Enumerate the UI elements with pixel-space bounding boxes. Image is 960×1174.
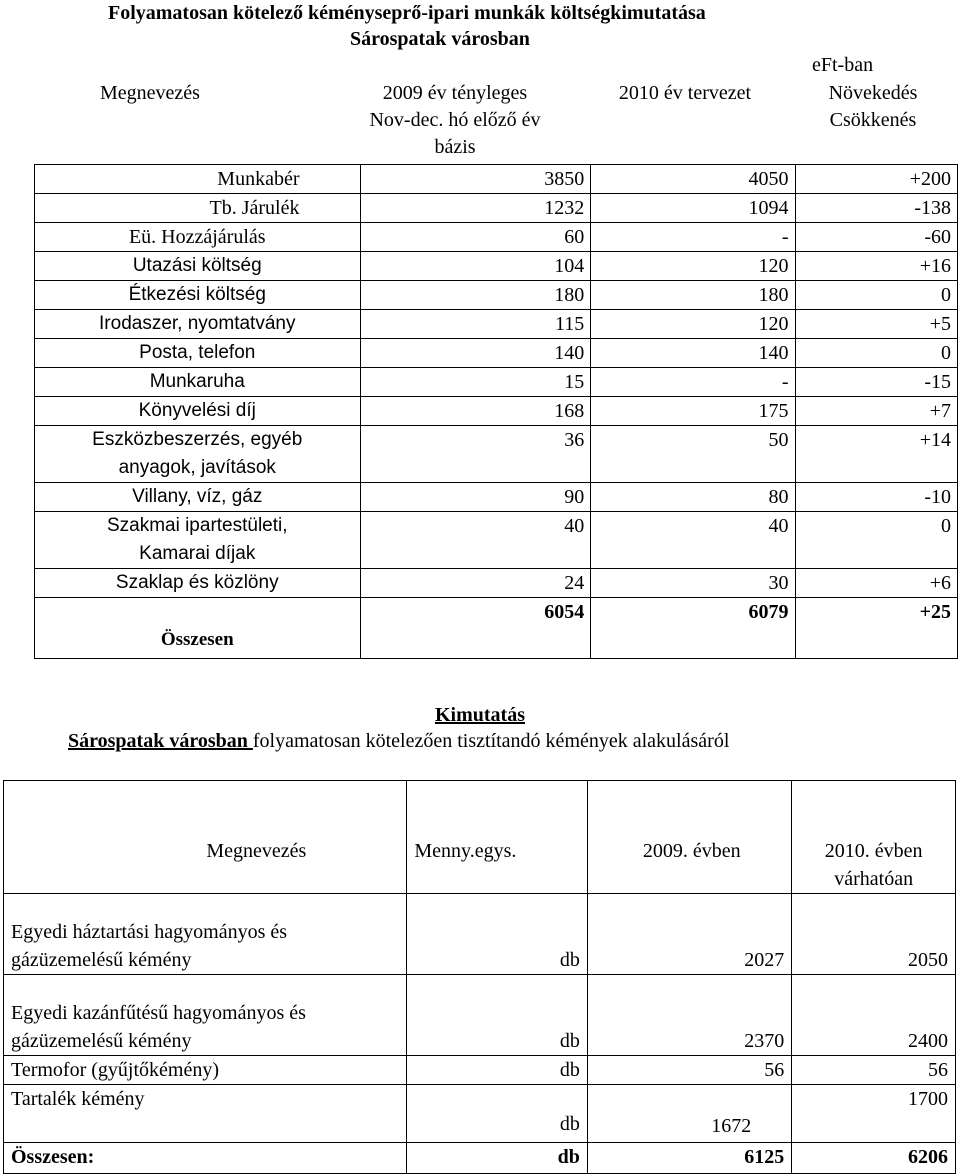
chimney-table [3, 780, 956, 1174]
chimney-header-row [4, 781, 956, 894]
value-2010: 120 [591, 310, 795, 339]
total-change: +25 [795, 598, 958, 659]
row-label [4, 894, 407, 975]
unit-cell: db [407, 975, 588, 1056]
value-2010: - [591, 223, 795, 252]
value-2010: - [591, 368, 795, 397]
row-label [35, 512, 361, 569]
value-2009: 104 [360, 252, 591, 281]
value-2010: 140 [591, 339, 795, 368]
row-label-line: Eszközbeszerzés, egyéb [92, 429, 303, 450]
row-label: Utazási költség [35, 252, 361, 281]
row-label-line: gázüzemelésű kémény [11, 949, 192, 971]
table-row [35, 310, 958, 339]
header-megnevezes: Megnevezés [4, 781, 407, 894]
table-row [35, 397, 958, 426]
value-change: +5 [795, 310, 958, 339]
row-label-line: anyagok, javítások [118, 457, 276, 478]
row-label: Posta, telefon [35, 339, 361, 368]
value-change: -60 [795, 223, 958, 252]
value-2010: 4050 [591, 165, 795, 194]
value-2009: 140 [360, 339, 591, 368]
row-label-line: Szakmai ipartestületi, [106, 515, 288, 536]
value-change: +16 [795, 252, 958, 281]
value-change: +6 [795, 569, 958, 598]
unit-cell: db [407, 894, 588, 975]
col-header-2009: 2009 év tényleges Nov-dec. hó előző év bázis [369, 82, 541, 158]
col-header-2010: 2010 év tervezet [618, 82, 752, 104]
table-row [35, 165, 958, 194]
value-2009: 2027 [587, 894, 791, 975]
value-2009: 36 [360, 426, 591, 483]
row-label: Szaklap és közlöny [35, 569, 361, 598]
col-header-megnevezes: Megnevezés [100, 82, 200, 104]
table-row [4, 1085, 956, 1143]
value-2010: 1094 [591, 194, 795, 223]
value-2010: 56 [792, 1056, 956, 1085]
value-change: -10 [795, 483, 958, 512]
value-2009: 1232 [360, 194, 591, 223]
value-change: +14 [795, 426, 958, 483]
value-2010: 30 [591, 569, 795, 598]
value-2010: 180 [591, 281, 795, 310]
table-row [4, 1056, 956, 1085]
cost-table [34, 164, 958, 659]
header-2010: 2010. évben várhatóan [792, 781, 956, 894]
value-2009: 60 [360, 223, 591, 252]
value-2009: 40 [360, 512, 591, 569]
table-row [4, 894, 956, 975]
unit-cell: db [407, 1056, 588, 1085]
value-2009: 90 [360, 483, 591, 512]
table-row [4, 975, 956, 1056]
row-label [35, 426, 361, 483]
row-label-line: Egyedi kazánfűtésű hagyományos és [11, 1002, 306, 1024]
total-2010: 6079 [591, 598, 795, 659]
value-2010: 1700 [792, 1085, 956, 1143]
value-2009: 168 [360, 397, 591, 426]
row-label: Étkezési költség [35, 281, 361, 310]
value-change: 0 [795, 281, 958, 310]
total-2009: 6125 [587, 1143, 791, 1174]
row-label [4, 975, 407, 1056]
row-label-line: Kamarai díjak [139, 543, 256, 564]
value-2010: 120 [591, 252, 795, 281]
value-change: 0 [795, 512, 958, 569]
value-change: -15 [795, 368, 958, 397]
table-row [35, 194, 958, 223]
section-title: Kimutatás [435, 704, 525, 726]
table-row [35, 223, 958, 252]
total-label: Összesen [35, 598, 361, 659]
total-row [4, 1143, 956, 1174]
row-label: Könyvelési díj [35, 397, 361, 426]
row-label: Irodaszer, nyomtatvány [35, 310, 361, 339]
row-label: Villany, víz, gáz [35, 483, 361, 512]
value-change: +200 [795, 165, 958, 194]
document-subtitle: Sárospatak városban [350, 28, 530, 50]
table-row [35, 483, 958, 512]
total-unit: db [407, 1143, 588, 1174]
value-2010: 50 [591, 426, 795, 483]
value-2009: 1672 [587, 1085, 791, 1143]
value-2009: 24 [360, 569, 591, 598]
value-2010: 175 [591, 397, 795, 426]
value-2009: 180 [360, 281, 591, 310]
document-title: Folyamatosan kötelező kéményseprő-ipari munkák költségkimutatása [108, 2, 706, 24]
header-2009: 2009. évben [587, 781, 791, 894]
value-2010: 2050 [792, 894, 956, 975]
value-2009: 56 [587, 1056, 791, 1085]
row-label: Tartalék kémény [4, 1085, 407, 1143]
total-2010: 6206 [792, 1143, 956, 1174]
row-label-line: gázüzemelésű kémény [11, 1030, 192, 1052]
value-2010: 40 [591, 512, 795, 569]
value-change: 0 [795, 339, 958, 368]
unit-label: eFt-ban [812, 54, 874, 76]
value-2010: 2400 [792, 975, 956, 1056]
row-label: Tb. Járulék [35, 194, 361, 223]
table-row [35, 368, 958, 397]
row-label: Eü. Hozzájárulás [35, 223, 361, 252]
value-2010: 80 [591, 483, 795, 512]
table-row [35, 281, 958, 310]
table-row [35, 426, 958, 483]
row-label: Termofor (gyűjtőkémény) [4, 1056, 407, 1085]
total-row [35, 598, 958, 659]
table-row [35, 252, 958, 281]
row-label: Munkaruha [35, 368, 361, 397]
row-label-line: Egyedi háztartási hagyományos és [11, 921, 288, 943]
table-row [35, 569, 958, 598]
table-row [35, 512, 958, 569]
value-2009: 115 [360, 310, 591, 339]
row-label: Munkabér [35, 165, 361, 194]
value-change: -138 [795, 194, 958, 223]
col-header-change: Növekedés Csökkenés [828, 82, 918, 131]
value-2009: 3850 [360, 165, 591, 194]
value-2009: 2370 [587, 975, 791, 1056]
value-2009: 15 [360, 368, 591, 397]
table-row [35, 339, 958, 368]
total-label: Összesen: [4, 1143, 407, 1174]
value-change: +7 [795, 397, 958, 426]
total-2009: 6054 [360, 598, 591, 659]
unit-cell: db [407, 1085, 588, 1143]
section-subtitle: Sárospatak városban folyamatosan kötelezően tisztítandó kémények alakulásáról [68, 730, 730, 752]
header-menny: Menny.egys. [407, 781, 588, 894]
